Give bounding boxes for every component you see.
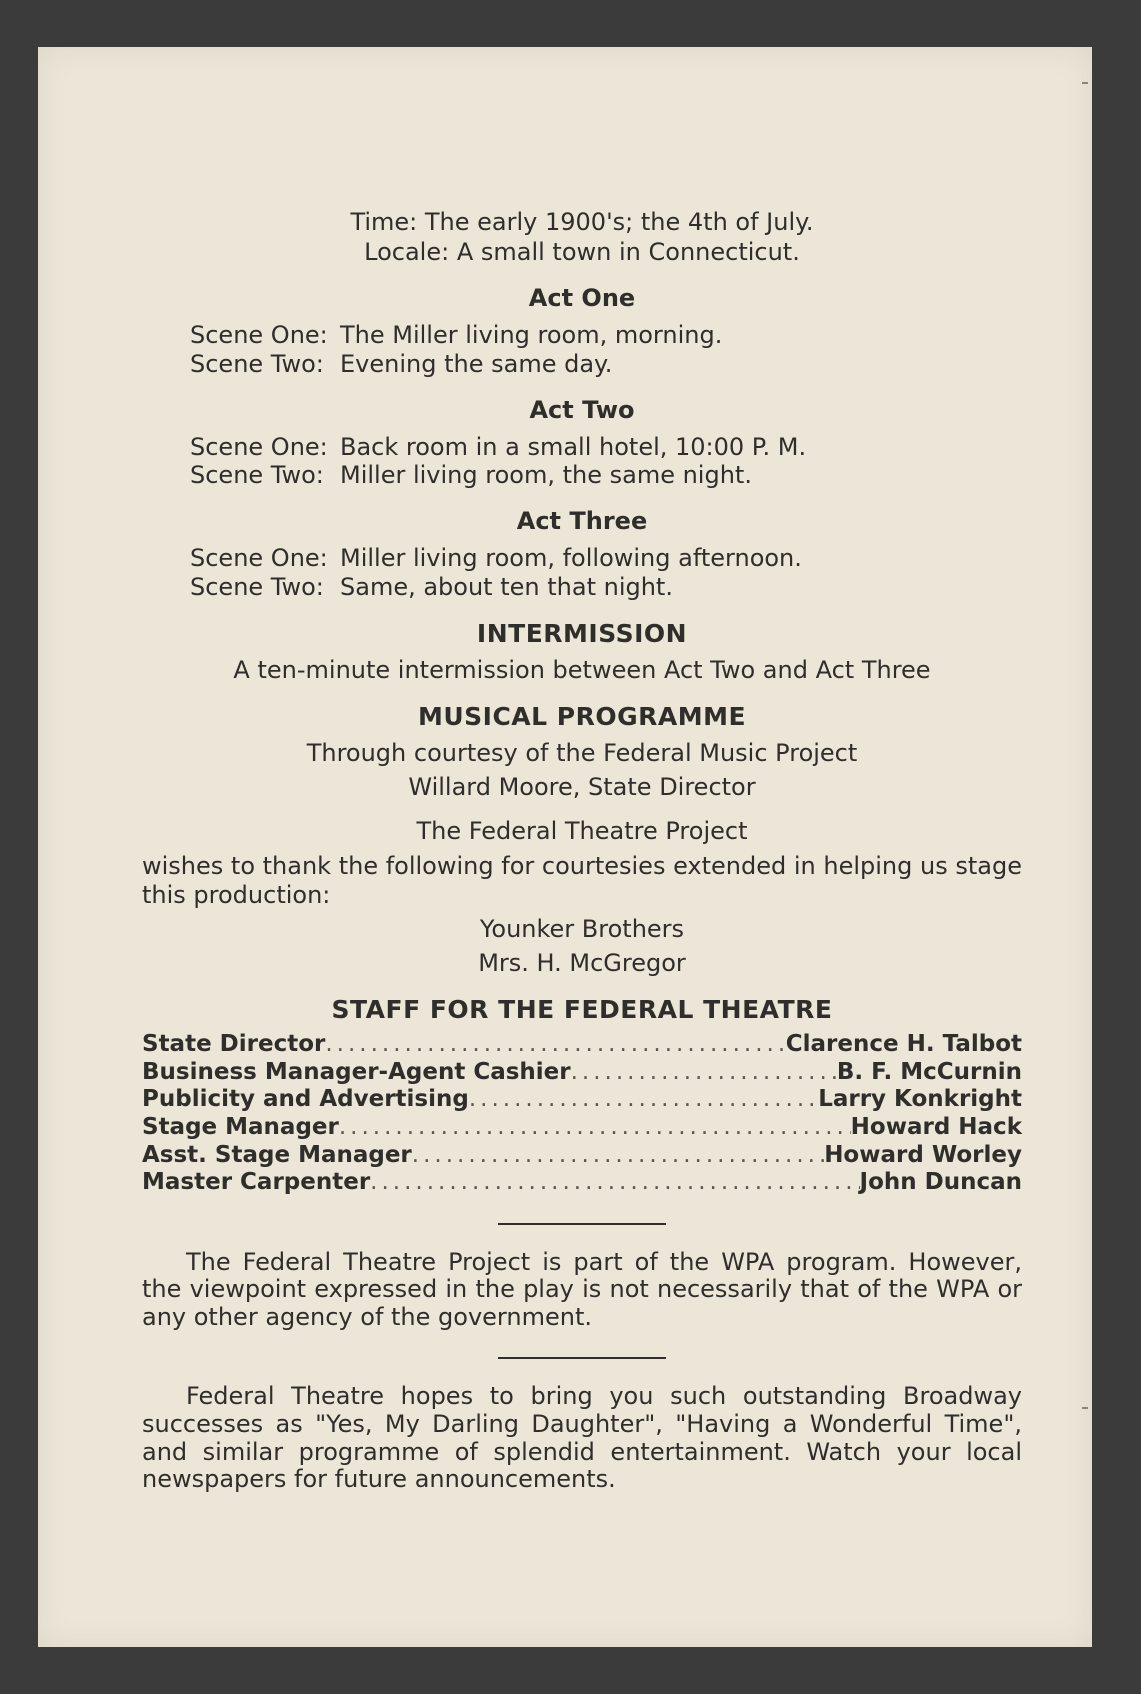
setting-block — [142, 207, 1022, 267]
edge-mark — [1082, 1407, 1088, 1409]
staff-name: B. F. McCurnin — [836, 1058, 1022, 1085]
scene-line — [190, 573, 1022, 602]
wpa-disclaimer: The Federal Theatre Project is part of the WPA program. However, the viewpoint expressed in the play is not necessarily that of the WPA or any other agency of the government. — [142, 1247, 1022, 1331]
staff-role: Stage Manager — [142, 1113, 339, 1140]
scene-label: Scene One: — [190, 321, 328, 349]
staff-name: Larry Konkright — [818, 1086, 1022, 1113]
act-heading: Act One — [528, 284, 636, 312]
program-page — [38, 47, 1092, 1647]
music-director-line: Willard Moore, State Director — [408, 773, 756, 802]
scene-line — [190, 350, 1022, 379]
staff-row — [142, 1086, 1022, 1114]
leader-dots — [339, 1114, 851, 1142]
leader-dots — [469, 1086, 818, 1114]
time-line: Time: The early 1900's; the 4th of July. — [350, 208, 814, 236]
staff-list — [142, 1031, 1022, 1197]
scene-line — [190, 321, 1022, 350]
staff-name: Howard Hack — [850, 1113, 1022, 1140]
staff-heading: STAFF FOR THE FEDERAL THEATRE — [331, 994, 833, 1024]
staff-row — [142, 1142, 1022, 1170]
staff-row — [142, 1169, 1022, 1197]
scene-text: Same, about ten that night. — [340, 572, 673, 601]
divider-rule — [498, 1223, 666, 1225]
program-content — [142, 207, 1022, 1494]
intermission-heading: INTERMISSION — [476, 618, 688, 648]
scene-text: The Miller living room, morning. — [340, 321, 723, 349]
act-heading: Act Two — [529, 395, 635, 424]
scene-label: Scene One: — [190, 544, 328, 573]
acknowledgement-name: Mrs. H. McGregor — [478, 948, 686, 977]
leader-dots — [412, 1142, 824, 1170]
scene-text: Miller living room, the same night. — [340, 461, 752, 490]
scene-text: Evening the same day. — [340, 349, 613, 378]
staff-name: John Duncan — [859, 1169, 1022, 1196]
leader-dots — [571, 1059, 837, 1087]
scene-label: Scene Two: — [190, 349, 324, 378]
staff-role: Business Manager-Agent Cashier — [142, 1058, 571, 1085]
acknowledgement-text: wishes to thank the following for courtesies extended in helping us stage this production: — [142, 852, 1022, 910]
act-three-section — [142, 506, 1022, 602]
intermission-text: A ten-minute intermission between Act Two and Act Three — [233, 656, 931, 685]
acknowledgement-org: The Federal Theatre Project — [416, 817, 748, 846]
music-courtesy-line: Through courtesy of the Federal Music Project — [306, 739, 858, 768]
scene-list — [190, 433, 1022, 491]
scene-label: Scene Two: — [190, 461, 324, 490]
staff-name: Howard Worley — [824, 1141, 1022, 1168]
scene-list — [190, 321, 1022, 379]
staff-role: State Director — [142, 1031, 326, 1058]
scene-list — [190, 544, 1022, 602]
scene-label: Scene One: — [190, 432, 328, 461]
staff-role: Publicity and Advertising — [142, 1086, 469, 1113]
acknowledgement-name: Younker Brothers — [479, 914, 685, 943]
leader-dots — [370, 1169, 859, 1197]
act-one-section — [142, 283, 1022, 379]
edge-mark — [1082, 82, 1088, 84]
act-two-section — [142, 395, 1022, 491]
future-announcement: Federal Theatre hopes to bring you such outstanding Broadway successes as "Yes, My Darling Daughter", "Having a Wonderful Time", and similar programme of splendid entertainment. Watch your local newspapers for future announcements. — [142, 1382, 1022, 1494]
act-heading: Act Three — [516, 507, 648, 536]
scene-line — [190, 433, 1022, 462]
staff-role: Asst. Stage Manager — [142, 1141, 412, 1168]
musical-programme-heading: MUSICAL PROGRAMME — [417, 702, 747, 732]
staff-row — [142, 1114, 1022, 1142]
divider-rule — [498, 1357, 666, 1359]
staff-row — [142, 1059, 1022, 1087]
staff-role: Master Carpenter — [142, 1169, 371, 1196]
scene-line — [190, 544, 1022, 573]
scene-text: Back room in a small hotel, 10:00 P. M. — [340, 432, 807, 461]
scene-text: Miller living room, following afternoon. — [340, 544, 802, 573]
scene-line — [190, 461, 1022, 490]
staff-row — [142, 1031, 1022, 1059]
scene-label: Scene Two: — [190, 572, 324, 601]
leader-dots — [325, 1031, 785, 1059]
staff-name: Clarence H. Talbot — [785, 1031, 1022, 1058]
locale-line: Locale: A small town in Connecticut. — [364, 238, 800, 266]
